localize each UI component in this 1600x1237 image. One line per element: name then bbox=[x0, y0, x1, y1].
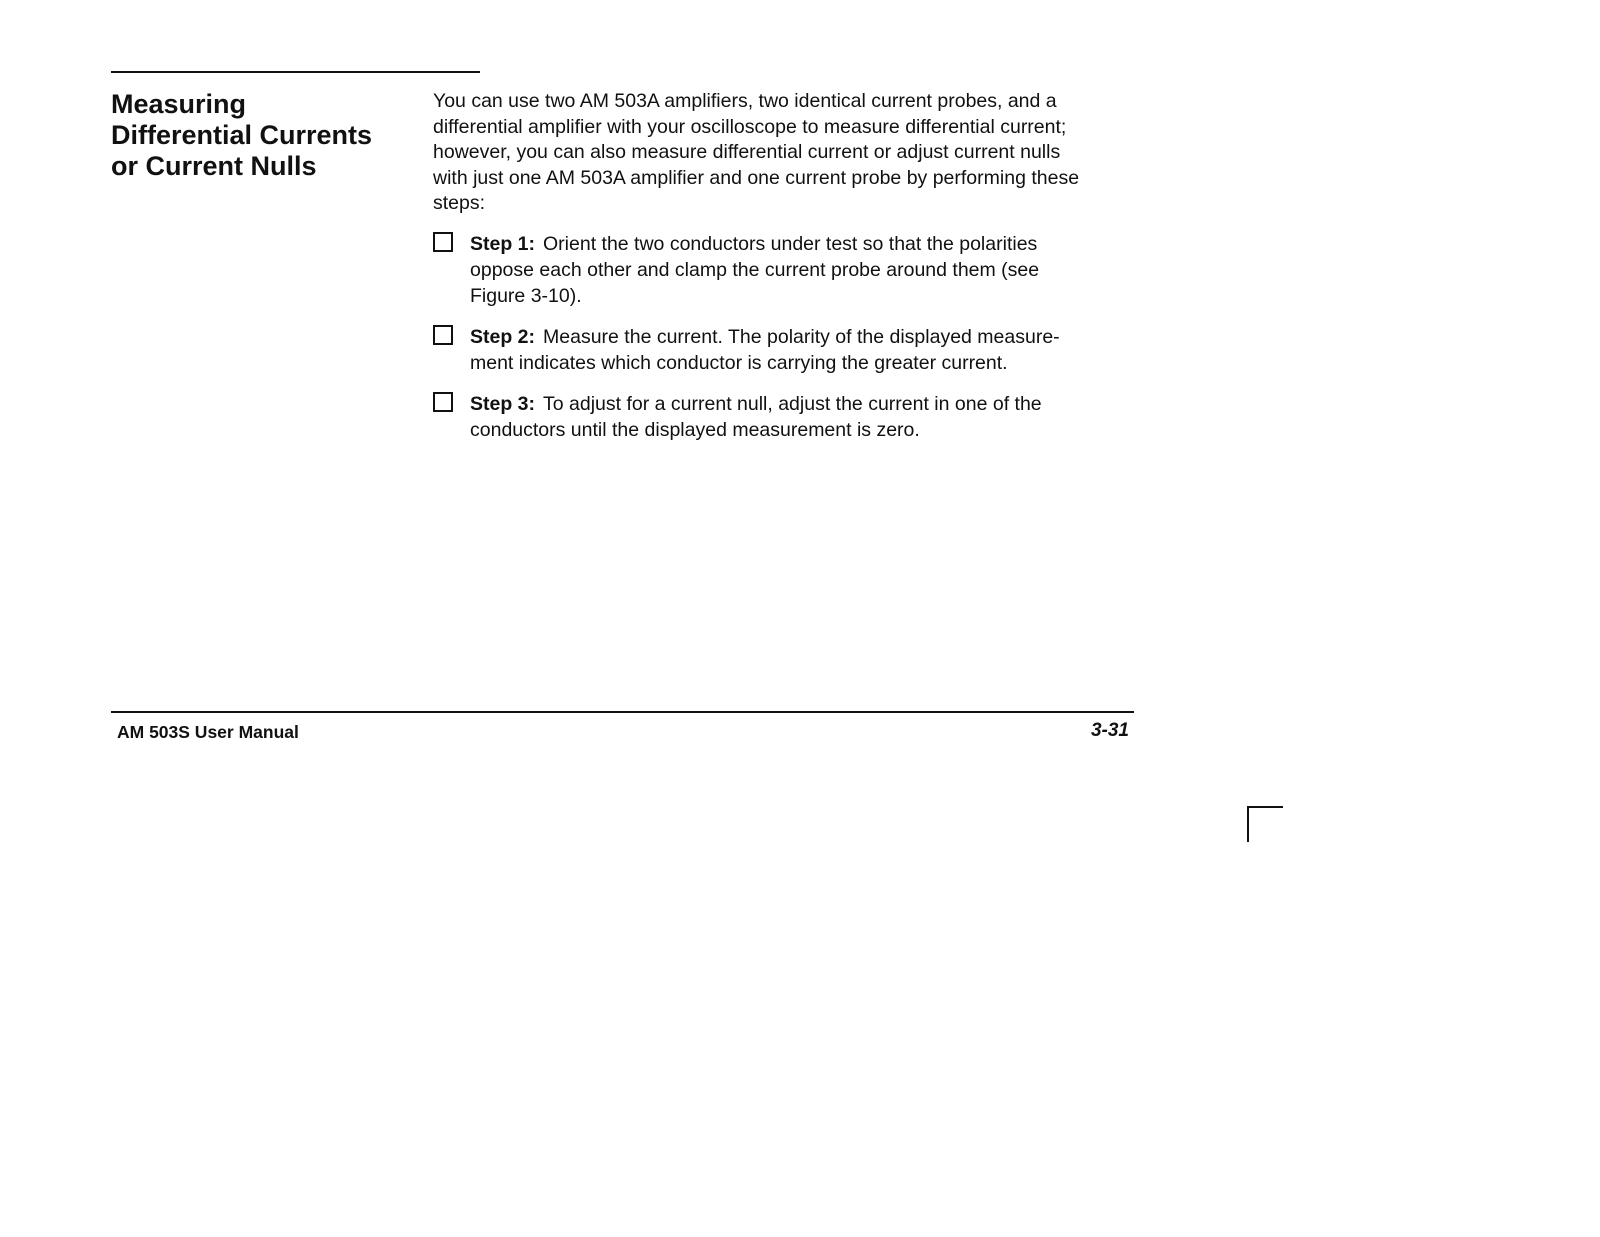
step-label: Step 3: bbox=[470, 392, 536, 415]
footer-page-number: 3-31 bbox=[1090, 720, 1129, 741]
intro-line: steps: bbox=[433, 192, 486, 214]
step-text: Orient the two conductors under test so that the polarities bbox=[543, 232, 1038, 255]
intro-paragraph bbox=[433, 89, 1133, 217]
step-item-3 bbox=[433, 391, 1133, 443]
section-title bbox=[111, 89, 411, 182]
intro-line: with just one AM 503A amplifier and one current probe by performing these bbox=[433, 166, 1080, 189]
step-text: conductors until the displayed measurement is zero. bbox=[470, 418, 920, 441]
step-3-checkbox[interactable] bbox=[433, 392, 453, 412]
step-2-checkbox[interactable] bbox=[433, 325, 453, 345]
section-rule bbox=[111, 71, 480, 73]
section-title-line: or Current Nulls bbox=[111, 151, 317, 181]
crop-mark bbox=[1247, 806, 1283, 842]
step-first-line bbox=[470, 324, 1133, 350]
step-label: Step 1: bbox=[470, 232, 536, 255]
step-text: Measure the current. The polarity of the displayed measure- bbox=[543, 325, 1060, 348]
intro-line: differential amplifier with your oscilloscope to measure differential current; bbox=[433, 115, 1067, 138]
body-column bbox=[433, 89, 1133, 443]
intro-line: however, you can also measure differential current or adjust current nulls bbox=[433, 141, 1061, 163]
step-text: oppose each other and clamp the current probe around them (see bbox=[470, 258, 1040, 281]
step-text: Figure 3-10). bbox=[470, 284, 582, 307]
intro-line: You can use two AM 503A amplifiers, two identical current probes, and a bbox=[433, 90, 1057, 112]
step-item-1 bbox=[433, 231, 1133, 309]
step-first-line bbox=[470, 391, 1133, 417]
section-title-line: Measuring bbox=[111, 89, 247, 119]
step-1-checkbox[interactable] bbox=[433, 232, 453, 252]
step-item-2 bbox=[433, 324, 1133, 376]
step-first-line bbox=[470, 231, 1133, 257]
footer-rule bbox=[111, 711, 1134, 713]
step-text: To adjust for a current null, adjust the current in one of the bbox=[543, 392, 1042, 415]
section-title-line: Differential Currents bbox=[111, 120, 373, 150]
step-label: Step 2: bbox=[470, 325, 536, 348]
step-list bbox=[433, 231, 1133, 443]
step-text: ment indicates which conductor is carrying the greater current. bbox=[470, 351, 1008, 374]
footer-manual-title: AM 503S User Manual bbox=[117, 722, 299, 742]
